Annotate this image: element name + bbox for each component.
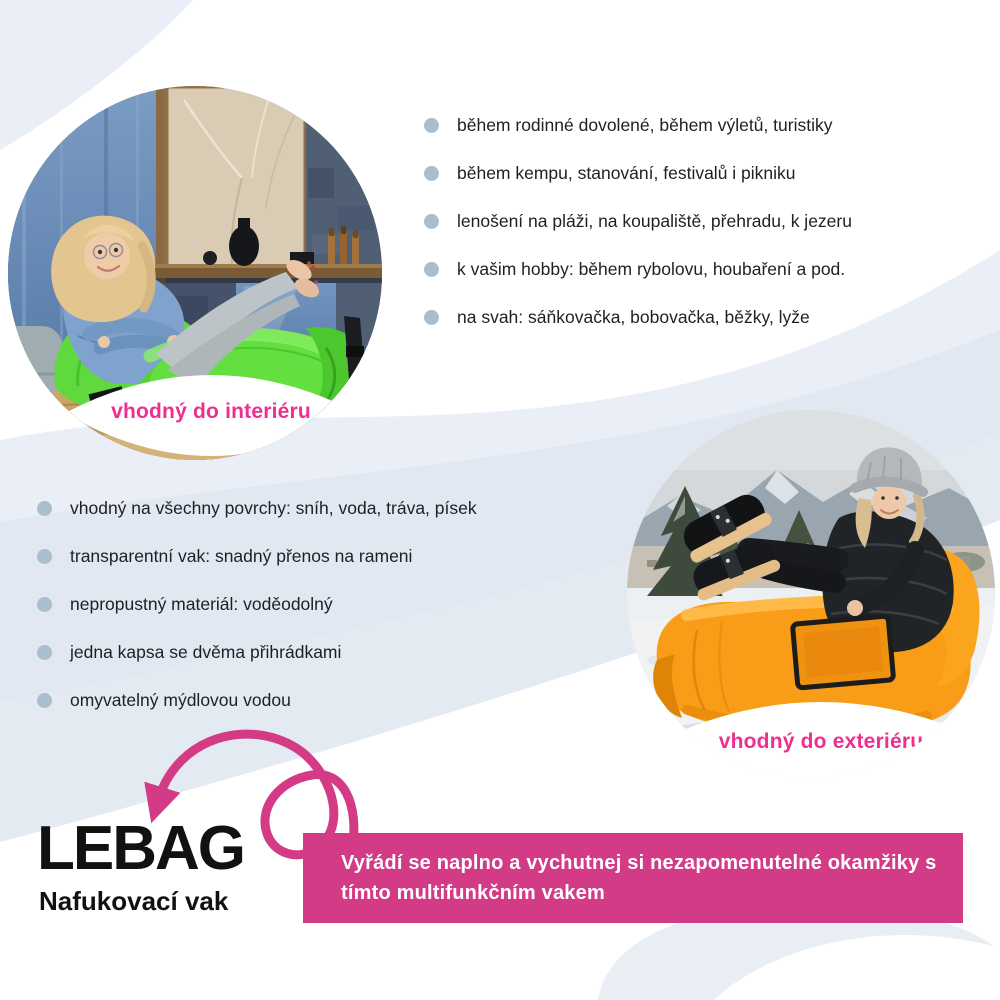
bullet-dot bbox=[424, 214, 439, 229]
list-item bbox=[424, 258, 990, 281]
exterior-photo-illustration bbox=[627, 410, 995, 778]
list-item-text: jedna kapsa se dvěma přihrádkami bbox=[70, 642, 342, 662]
face bbox=[84, 233, 130, 279]
list-item bbox=[37, 545, 557, 568]
bullet-dot bbox=[37, 549, 52, 564]
exterior-label: vhodný do exteriéru bbox=[718, 730, 924, 753]
bullet-dot bbox=[37, 693, 52, 708]
list-item bbox=[37, 641, 557, 664]
list-item-text: během kempu, stanování, festivalů i pikniku bbox=[457, 163, 796, 183]
buckle bbox=[346, 346, 364, 357]
brand-subtitle: Nafukovací vak bbox=[39, 886, 229, 916]
list-item bbox=[424, 210, 990, 233]
list-item-text: na svah: sáňkovačka, bobovačka, běžky, lyže bbox=[457, 307, 810, 327]
list-item bbox=[424, 162, 990, 185]
slogan-text: Vyřádí se naplno a vychutnej si nezapomenutelné okamžiky s tímto multifunkčním vakem bbox=[341, 852, 937, 904]
list-item-text: lenošení na pláži, na koupaliště, přehradu, k jezeru bbox=[457, 211, 852, 231]
slogan-banner bbox=[303, 833, 963, 923]
bullet-dot bbox=[424, 118, 439, 133]
list-item-text: k vašim hobby: během rybolovu, houbaření a pod. bbox=[457, 259, 846, 279]
usage-list bbox=[424, 114, 990, 354]
interior-label: vhodný do interiéru bbox=[111, 400, 311, 423]
brand-block bbox=[37, 814, 244, 916]
bullet-dot bbox=[37, 645, 52, 660]
interior-photo bbox=[8, 86, 382, 460]
bottles bbox=[328, 226, 359, 264]
lounger-pocket bbox=[792, 616, 893, 688]
list-item bbox=[37, 593, 557, 616]
bullet-dot bbox=[37, 597, 52, 612]
exterior-photo bbox=[627, 410, 995, 778]
list-item bbox=[424, 306, 990, 329]
list-item-text: omyvatelný mýdlovou vodou bbox=[70, 690, 291, 710]
bullet-dot bbox=[37, 501, 52, 516]
brand-name: LEBAG bbox=[37, 814, 244, 883]
list-item bbox=[424, 114, 990, 137]
bullet-dot bbox=[424, 262, 439, 277]
list-item bbox=[37, 497, 557, 520]
bullet-dot bbox=[424, 166, 439, 181]
bullet-dot bbox=[424, 310, 439, 325]
list-item-text: transparentní vak: snadný přenos na rameni bbox=[70, 546, 413, 566]
list-item-text: nepropustný materiál: voděodolný bbox=[70, 594, 333, 614]
list-item-text: vhodný na všechny povrchy: sníh, voda, tráva, písek bbox=[70, 498, 477, 518]
hand bbox=[847, 600, 863, 616]
list-item-text: během rodinné dovolené, během výletů, turistiky bbox=[457, 115, 833, 135]
